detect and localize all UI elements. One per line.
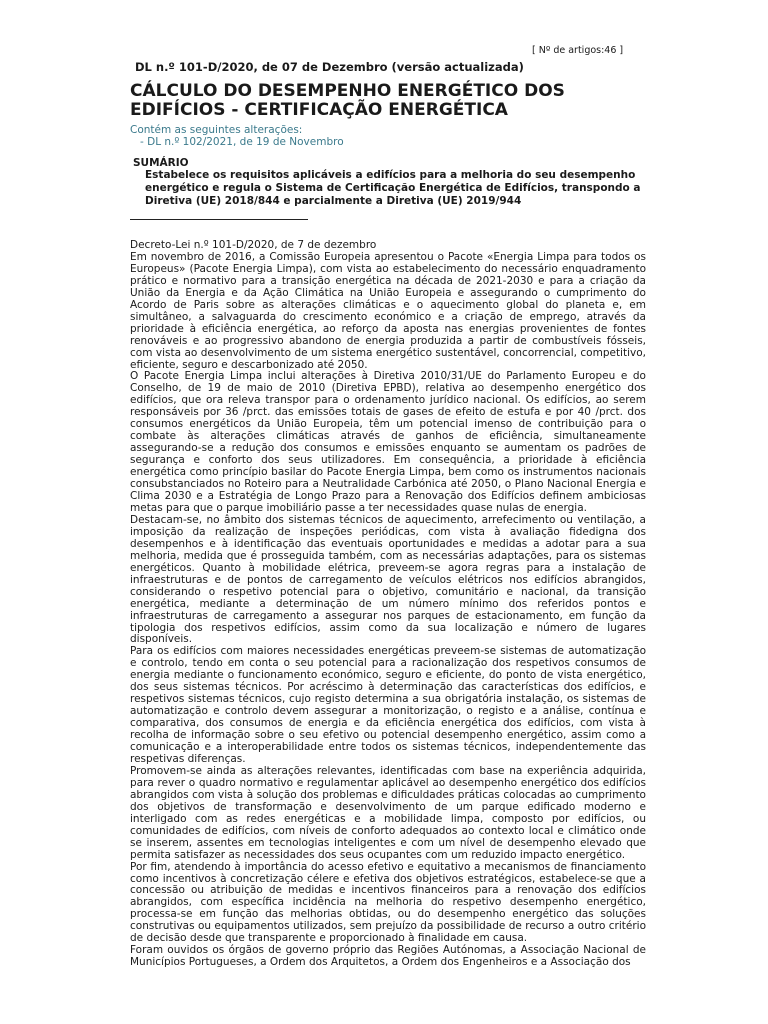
divider xyxy=(130,219,308,220)
body-paragraph: Para os edifícios com maiores necessidades energéticas preveem-se sistemas de automatização e controlo, tendo em conta o seu potencial para a racionalização dos respetivos consumos de energia mediante o funcionamento económico, seguro e eficiente, do ponto de vista energético, dos seus sistemas técnicos. Por acréscimo à determinação das características dos edifícios, e respetivos sistemas técnicos, cujo registo determina a sua obrigatória instalação, os sistemas de automatização e controlo devem assegurar a monitorização, o registo e a análise, contínua e comparativa, dos consumos de energia e da eficiência energética dos edifícios, com vista à recolha de informação sobre o seu efetivo ou potencial desempenho energético, assim como a comunicação e a interoperabilidade entre todos os sistemas técnicos, independentemente das respetivas diferenças. xyxy=(130,645,646,765)
decree-body xyxy=(130,240,646,969)
summary-heading: SUMÁRIO xyxy=(133,157,189,169)
amendments-block xyxy=(130,124,344,148)
body-paragraph: O Pacote Energia Limpa inclui alterações à Diretiva 2010/31/UE do Parlamento Europeu e do Conselho, de 19 de maio de 2010 (Diretiva EPBD), relativa ao desempenho energético dos edifícios, que ora releva transpor para o ordenamento jurídico nacional. Os edifícios, ao serem responsáveis por 36 /prct. das emissões totais de gases de efeito de estufa e por 40 /prct. dos consumos energéticos da União Europeia, têm um potencial imenso de contribuição para o combate às alterações climáticas através de ganhos de eficiência, simultaneamente assegurando-se a redução dos consumos e emissões enquanto se aumentam os padrões de segurança e conforto dos seus utilizadores. Em consequência, a prioridade à eficiência energética como princípio basilar do Pacote Energia Limpa, bem como os instrumentos nacionais consubstanciados no Roteiro para a Neutralidade Carbónica até 2050, o Plano Nacional Energia e Clima 2030 e a Estratégia de Longo Prazo para a Renovação dos Edifícios definem ambiciosas metas para que o parque imobiliário passe a ter necessidades quase nulas de energia. xyxy=(130,370,646,514)
body-paragraph: Em novembro de 2016, a Comissão Europeia apresentou o Pacote «Energia Limpa para todos os Europeus» (Pacote Energia Limpa), com vista ao estabelecimento do necessário enquadramento prático e normativo para a transição energética na década de 2021-2030 e para a criação da União da Energia e da Ação Climática na União Europeia e assegurando o cumprimento do Acordo de Paris sobre as alterações climáticas e o aquecimento global do planeta e, em simultâneo, a salvaguarda do crescimento económico e a criação de emprego, através da prioridade à eficiência energética, ao reforço da aposta nas energias provenientes de fontes renováveis e ao progressivo abandono de energia produzida a partir de combustíveis fósseis, com vista ao desenvolvimento de um sistema energético sustentável, concorrencial, competitivo, eficiente, seguro e descarbonizado até 2050. xyxy=(130,250,646,371)
body-paragraph: Destacam-se, no âmbito dos sistemas técnicos de aquecimento, arrefecimento ou ventilação, a imposição da realização de inspeções periódicas, com vista à avaliação fidedigna dos desempenhos e à identificação das eventuais oportunidades e medidas a adotar para a sua melhoria, medida que é prosseguida também, com as necessárias adaptações, para os sistemas energéticos. Quanto à mobilidade elétrica, preveem-se agora regras para a instalação de infraestruturas e de pontos de carregamento de veículos elétricos nos edifícios abrangidos, considerando o respetivo potencial para o objetivo, comunitário e nacional, da transição energética, mediante a determinação de um número mínimo dos referidos pontos e infraestruturas de carregamento a assegurar nos parques de estacionamento, em função da tipologia dos respetivos edifícios, assim como da sua localização e número de lugares disponíveis. xyxy=(130,513,646,646)
body-heading: Decreto-Lei n.º 101-D/2020, de 7 de dezembro xyxy=(130,239,377,251)
body-paragraph: Por fim, atendendo à importância do acesso efetivo e equitativo a mecanismos de financiamento como incentivos à concretização célere e efetiva dos objetivos estratégicos, estabelece-se que a concessão ou atribuição de medidas e incentivos financeiros para a renovação dos edifícios abrangidos, com específica incidência na melhoria do respetivo desempenho energético, processa-se em função das melhorias obtidas, ou do desempenho energético das soluções construtivas ou equipamentos utilizados, sem prejuízo da possibilidade de recurso a outro critério de decisão desde que transparente e proporcionado à finalidade em causa. xyxy=(130,860,646,945)
body-paragraph: Foram ouvidos os órgãos de governo próprio das Regiões Autónomas, a Associação Nacional de Municípios Portugueses, a Ordem dos Arquitetos, a Ordem dos Engenheiros e a Associação dos xyxy=(130,944,646,969)
summary-text: Estabelece os requisitos aplicáveis a edifícios para a melhoria do seu desempenho energético e regula o Sistema de Certificação Energética de Edifícios, transpondo a Diretiva (UE) 2018/844 e parcialmente a Diretiva (UE) 2019/944 xyxy=(145,169,641,207)
article-count: [ Nº de artigos:46 ] xyxy=(532,45,624,56)
body-paragraph: Promovem-se ainda as alterações relevantes, identificadas com base na experiência adquirida, para rever o quadro normativo e regulamentar aplicável ao desempenho energético dos edifícios abrangidos com vista à solução dos problemas e dificuldades práticas colocadas ao cumprimento dos objetivos de transformação e desenvolvimento de um parque edificado moderno e interligado com as redes energéticas e a mobilidade limpa, composto por edifícios, ou comunidades de edifícios, com níveis de conforto adequados ao contexto local e climático onde se inserem, assentes em tecnologias inteligentes e com um nível de desempenho elevado que permita satisfazer as necessidades dos seus ocupantes com um reduzido impacto energético. xyxy=(130,764,646,861)
amendment-link[interactable]: - DL n.º 102/2021, de 19 de Novembro xyxy=(140,136,344,148)
page-title: CÁLCULO DO DESEMPENHO ENERGÉTICO DOS EDIFÍCIOS - CERTIFICAÇÃO ENERGÉTICA xyxy=(130,81,565,120)
amendments-heading: Contém as seguintes alterações: xyxy=(130,124,303,136)
decree-title: DL n.º 101-D/2020, de 07 de Dezembro (versão actualizada) xyxy=(135,60,524,74)
